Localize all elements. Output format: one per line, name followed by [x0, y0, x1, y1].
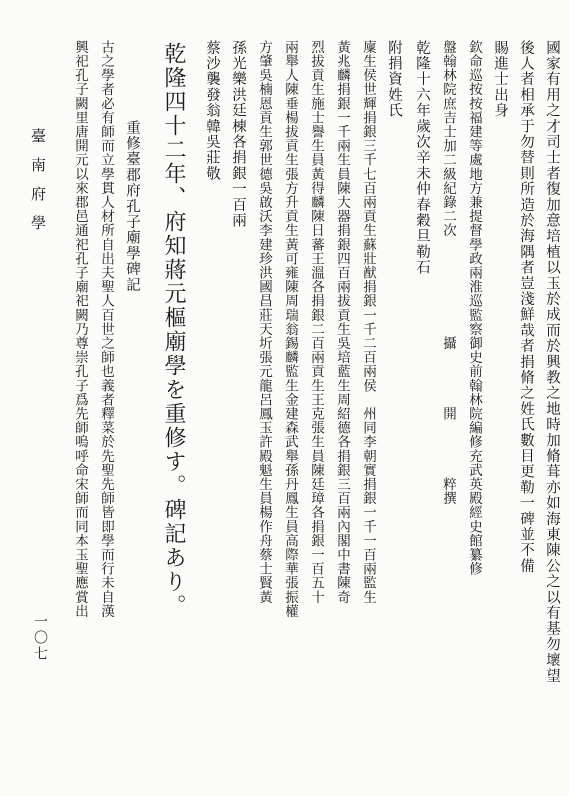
section-heading: 附捐資姓氏: [386, 40, 402, 119]
text-column: 烈拔貢生施士譽生員黃得麟陳日蕃王溫各捐銀二百兩貢生王克張生員陳廷璋各捐銀一百五十: [308, 40, 324, 604]
handwritten-annotation: 乾隆四十二年、府知蔣元樞廟學を重修す。碑記あり。: [161, 42, 186, 618]
text-column: 欽命巡按按福建等處地方兼提督學政兩淮巡監察御史前翰林院編修充武英殿經史館纂修: [466, 40, 482, 576]
text-column: 國家有用之才司士者復加意培植以玉於成而於興教之地時加脩葺亦如海東陳公之以有基勿壞望: [544, 40, 560, 684]
text-column: 興祀孔子闕里唐開元以來郡邑通祀孔子廟祀闕乃尊崇孔子爲先師嗚呼命宋師而同本玉聖應賞出: [72, 40, 88, 619]
text-column: 黃兆麟捐銀一千兩生員陳大器捐銀四百兩拔貢生吳培藍生周紹德各捐銀三百兩內閣中書陳奇: [334, 40, 350, 604]
stele-title: 重修臺郡府孔子廟學碑記: [124, 120, 140, 293]
text-column: 賜進士出身: [492, 40, 508, 119]
text-column: 方肇吳楠恩貢生郭世德吳啟沃李建珍洪國昌莊天圻張元龍呂鳳玉許殿魁生員楊作舟蔡士賢黃: [256, 40, 272, 604]
text-column: 古之學者必有師而立學貫人材所自出夫聖人百世之師也義者釋菜於先聖先師皆即學而行未自漢: [98, 40, 114, 619]
text-column: 蔡沙襲發翁韓吳莊敬: [204, 40, 220, 182]
marginal-title: 臺南府學: [29, 128, 47, 244]
text-column: 孫光樂洪廷棟各捐銀一百兩: [230, 40, 246, 229]
text-column: 盤翰林院庶吉士加二級紀錄二次 攝 開 粹撰: [440, 40, 456, 506]
text-column: 乾隆十六年歲次辛未仲春穀旦勒石: [414, 40, 430, 276]
text-column: 後人者相承于勿替則所造於海隅者豈淺鮮哉者捐脩之姓氏數目更勒一碑並不備: [518, 40, 534, 574]
text-column: 廩生侯世輝捐銀三千七百兩貢生蘇壯猷捐銀一千二百兩侯 州同李朝實捐銀一千一百兩監生: [360, 40, 376, 604]
text-column: 兩舉人陳垂楊拔貢生張方升貢生黃可雍陳周瑞翁錫麟監生金建森武舉孫丹鳳生員高際華張振權: [282, 40, 298, 619]
page-number: 一〇七: [32, 614, 48, 662]
